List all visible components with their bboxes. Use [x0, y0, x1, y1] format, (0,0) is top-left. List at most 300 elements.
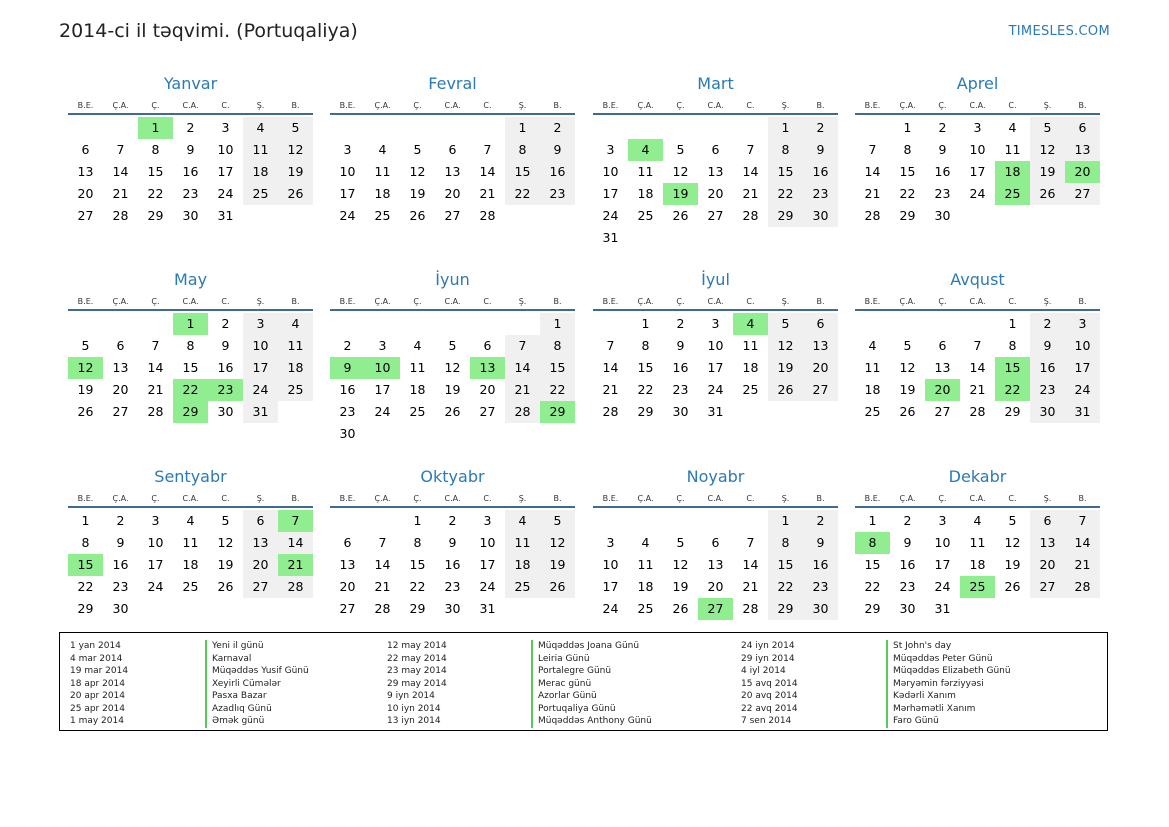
day-cell: 26: [672, 601, 689, 616]
weekday-label: Ş.: [256, 101, 265, 110]
weekday-header: [593, 492, 838, 508]
day-cell: 24: [374, 404, 391, 419]
day-cell: 29: [768, 205, 803, 227]
day-cell: 15: [409, 557, 426, 572]
holiday-name-column: [531, 640, 652, 728]
day-cell: 24: [602, 208, 619, 223]
holiday-day-cell: 25: [960, 576, 995, 598]
empty-cell: [960, 313, 995, 335]
day-cell: 18: [637, 579, 654, 594]
weekday-label: B.: [291, 494, 300, 503]
day-cell: 22: [768, 183, 803, 205]
day-cell: 9: [116, 535, 125, 550]
day-cell: 12: [672, 164, 689, 179]
weekday-label: Ç.: [676, 494, 685, 503]
month-6: [330, 271, 575, 445]
day-cell: 5: [1008, 513, 1017, 528]
weekday-label: C.A.: [707, 494, 724, 503]
holiday-date: 19 mar 2014: [70, 666, 129, 676]
day-cell: 12: [1004, 535, 1021, 550]
holiday-day-cell: 18: [995, 161, 1030, 183]
day-cell: 23: [182, 186, 199, 201]
day-cell: 16: [444, 557, 461, 572]
holiday-date: 24 iyn 2014: [741, 641, 795, 651]
day-cell: 18: [864, 382, 881, 397]
day-cell: 27: [803, 379, 838, 401]
day-cell: 7: [606, 338, 615, 353]
day-cell: 1: [81, 513, 90, 528]
holiday-date: 13 iyn 2014: [387, 716, 441, 726]
day-grid: [68, 117, 313, 227]
holiday-day-cell: 20: [925, 379, 960, 401]
day-cell: 11: [505, 532, 540, 554]
holiday-date: 9 iyn 2014: [387, 691, 435, 701]
empty-cell: [733, 510, 768, 532]
day-cell: 25: [374, 208, 391, 223]
day-cell: 2: [1030, 313, 1065, 335]
day-cell: 21: [374, 579, 391, 594]
month-name: Dekabr: [948, 467, 1007, 486]
day-cell: 17: [934, 557, 951, 572]
day-cell: 16: [803, 554, 838, 576]
month-10: [330, 468, 575, 620]
day-cell: 30: [339, 426, 356, 441]
day-cell: 10: [339, 164, 356, 179]
weekday-label: C.A.: [182, 494, 199, 503]
day-cell: 25: [182, 579, 199, 594]
weekday-label: Ş.: [518, 297, 527, 306]
holiday-name: Portalegre Günü: [531, 665, 652, 678]
day-cell: 11: [637, 557, 654, 572]
day-grid: [68, 510, 313, 620]
day-cell: 21: [112, 186, 129, 201]
day-cell: 31: [243, 401, 278, 423]
weekday-label: B.E.: [339, 101, 356, 110]
weekday-label: B.E.: [864, 494, 881, 503]
holiday-date: 15 avq 2014: [741, 678, 798, 689]
holiday-day-cell: 4: [628, 139, 663, 161]
holiday-name-column: [205, 640, 309, 728]
empty-cell: [698, 510, 733, 532]
weekday-label: Ç.A.: [637, 101, 654, 110]
day-cell: 7: [483, 142, 492, 157]
weekday-label: Ç.A.: [112, 101, 129, 110]
day-cell: 2: [903, 513, 912, 528]
day-cell: 24: [243, 379, 278, 401]
weekday-label: B.E.: [77, 101, 94, 110]
day-cell: 18: [374, 186, 391, 201]
day-cell: 16: [934, 164, 951, 179]
weekday-header: [330, 99, 575, 115]
day-cell: 9: [803, 139, 838, 161]
day-cell: 2: [540, 117, 575, 139]
day-cell: 12: [768, 335, 803, 357]
weekday-label: B.: [816, 297, 825, 306]
day-cell: 6: [1065, 117, 1100, 139]
holiday-name-column: [886, 640, 1011, 728]
day-cell: 9: [186, 142, 195, 157]
day-cell: 25: [637, 601, 654, 616]
day-cell: 6: [803, 313, 838, 335]
weekday-label: Ş.: [1043, 297, 1052, 306]
weekday-label: C.: [221, 494, 230, 503]
day-cell: 30: [934, 208, 951, 223]
day-cell: 14: [1065, 532, 1100, 554]
day-cell: 29: [77, 601, 94, 616]
day-cell: 22: [77, 579, 94, 594]
day-cell: 5: [676, 535, 685, 550]
weekday-label: Ç.: [938, 101, 947, 110]
empty-cell: [628, 117, 663, 139]
day-cell: 15: [540, 357, 575, 379]
holiday-date: 20 avq 2014: [741, 691, 798, 701]
brand-link[interactable]: TIMESLES.COM: [1008, 24, 1110, 39]
day-cell: 4: [973, 513, 982, 528]
month-name: Fevral: [428, 74, 477, 93]
weekday-label: C.A.: [444, 494, 461, 503]
day-cell: 11: [1004, 142, 1021, 157]
holiday-date: 22 may 2014: [387, 653, 447, 664]
day-cell: 15: [147, 164, 164, 179]
month-9: [68, 468, 313, 620]
day-cell: 11: [243, 139, 278, 161]
day-cell: 20: [243, 554, 278, 576]
weekday-label: C.: [483, 494, 492, 503]
day-cell: 23: [934, 186, 951, 201]
empty-cell: [435, 117, 470, 139]
day-cell: 5: [413, 142, 422, 157]
empty-cell: [925, 313, 960, 335]
day-cell: 28: [479, 208, 496, 223]
day-cell: 5: [278, 117, 313, 139]
empty-cell: [68, 117, 103, 139]
weekday-header: [855, 492, 1100, 508]
weekday-label: Ş.: [781, 297, 790, 306]
weekday-label: Ç.A.: [637, 297, 654, 306]
day-cell: 12: [1030, 139, 1065, 161]
day-cell: 15: [899, 164, 916, 179]
day-cell: 11: [374, 164, 391, 179]
day-cell: 19: [444, 382, 461, 397]
day-cell: 30: [182, 208, 199, 223]
holiday-day-cell: 23: [208, 379, 243, 401]
weekday-label: Ç.A.: [374, 297, 391, 306]
weekday-label: C.: [483, 101, 492, 110]
empty-cell: [628, 510, 663, 532]
day-cell: 21: [1065, 554, 1100, 576]
day-cell: 21: [969, 382, 986, 397]
day-cell: 28: [112, 208, 129, 223]
day-grid: [330, 510, 575, 620]
holiday-name: Yeni il günü: [205, 640, 309, 653]
day-cell: 14: [742, 164, 759, 179]
day-cell: 24: [1065, 379, 1100, 401]
day-cell: 24: [934, 579, 951, 594]
day-cell: 8: [1008, 338, 1017, 353]
holiday-name: Karnaval: [205, 653, 309, 666]
day-cell: 1: [540, 313, 575, 335]
day-cell: 5: [221, 513, 230, 528]
day-cell: 8: [81, 535, 90, 550]
day-cell: 11: [864, 360, 881, 375]
day-cell: 24: [479, 579, 496, 594]
day-cell: 22: [768, 576, 803, 598]
day-cell: 16: [540, 161, 575, 183]
day-cell: 31: [217, 208, 234, 223]
weekday-label: B.: [1078, 297, 1087, 306]
weekday-label: Ç.: [151, 494, 160, 503]
weekday-label: B.: [816, 101, 825, 110]
day-cell: 13: [934, 360, 951, 375]
day-cell: 15: [864, 557, 881, 572]
day-cell: 17: [243, 357, 278, 379]
day-cell: 10: [934, 535, 951, 550]
day-cell: 27: [77, 208, 94, 223]
holiday-name: Azorlar Günü: [531, 690, 652, 703]
weekday-label: C.A.: [969, 297, 986, 306]
holiday-date: 10 iyn 2014: [387, 703, 441, 714]
weekday-label: C.A.: [182, 101, 199, 110]
day-cell: 12: [444, 360, 461, 375]
day-cell: 21: [742, 579, 759, 594]
day-cell: 25: [278, 379, 313, 401]
empty-cell: [330, 117, 365, 139]
day-cell: 29: [899, 208, 916, 223]
holiday-day-cell: 12: [68, 357, 103, 379]
weekday-label: B.: [291, 297, 300, 306]
day-cell: 3: [483, 513, 492, 528]
empty-cell: [505, 313, 540, 335]
day-cell: 30: [672, 404, 689, 419]
day-cell: 24: [339, 208, 356, 223]
day-cell: 1: [903, 120, 912, 135]
weekday-label: Ç.A.: [899, 297, 916, 306]
holiday-name: Əmək günü: [205, 715, 309, 728]
day-cell: 17: [707, 360, 724, 375]
day-cell: 29: [1004, 404, 1021, 419]
holiday-name: Mərhəmətli Xanım: [886, 703, 1011, 716]
day-cell: 15: [505, 161, 540, 183]
day-cell: 10: [243, 335, 278, 357]
day-cell: 14: [505, 357, 540, 379]
day-cell: 6: [938, 338, 947, 353]
weekday-label: Ç.: [676, 297, 685, 306]
weekday-label: B.E.: [77, 494, 94, 503]
day-cell: 1: [768, 510, 803, 532]
day-cell: 30: [444, 601, 461, 616]
empty-cell: [365, 510, 400, 532]
day-cell: 18: [278, 357, 313, 379]
day-cell: 5: [448, 338, 457, 353]
holiday-date: 18 apr 2014: [70, 678, 126, 689]
month-name: May: [173, 270, 208, 289]
month-name: Sentyabr: [154, 467, 227, 486]
day-cell: 20: [803, 357, 838, 379]
day-cell: 28: [147, 404, 164, 419]
weekday-label: B.E.: [339, 297, 356, 306]
day-cell: 29: [147, 208, 164, 223]
empty-cell: [663, 117, 698, 139]
holiday-day-cell: 29: [540, 401, 575, 423]
day-cell: 1: [868, 513, 877, 528]
holiday-name: Pasxa Bazar: [205, 690, 309, 703]
day-cell: 7: [868, 142, 877, 157]
day-cell: 31: [602, 230, 619, 245]
day-cell: 7: [746, 142, 755, 157]
day-cell: 12: [409, 164, 426, 179]
holiday-day-cell: 15: [68, 554, 103, 576]
month-2: [330, 75, 575, 227]
day-cell: 28: [374, 601, 391, 616]
day-cell: 24: [969, 186, 986, 201]
day-cell: 29: [637, 404, 654, 419]
holiday-day-cell: 20: [1065, 161, 1100, 183]
day-cell: 14: [278, 532, 313, 554]
day-cell: 18: [969, 557, 986, 572]
day-cell: 30: [217, 404, 234, 419]
day-cell: 3: [973, 120, 982, 135]
day-cell: 13: [444, 164, 461, 179]
day-cell: 16: [899, 557, 916, 572]
holiday-name: Faro Günü: [886, 715, 1011, 728]
day-cell: 13: [707, 164, 724, 179]
weekday-label: C.A.: [707, 297, 724, 306]
day-grid: [593, 510, 838, 620]
day-cell: 22: [864, 579, 881, 594]
day-cell: 7: [973, 338, 982, 353]
holiday-name: Müqəddəs Elizabeth Günü: [886, 665, 1011, 678]
weekday-label: C.A.: [444, 101, 461, 110]
day-cell: 31: [1065, 401, 1100, 423]
month-name: İyul: [701, 270, 730, 289]
holiday-date: 4 mar 2014: [70, 653, 123, 664]
day-cell: 7: [151, 338, 160, 353]
day-cell: 23: [803, 576, 838, 598]
day-cell: 2: [803, 117, 838, 139]
day-cell: 14: [602, 360, 619, 375]
weekday-label: B.E.: [77, 297, 94, 306]
day-cell: 19: [1030, 161, 1065, 183]
day-cell: 6: [711, 535, 720, 550]
holiday-name: Leiria Günü: [531, 653, 652, 666]
day-cell: 14: [742, 557, 759, 572]
day-cell: 19: [899, 382, 916, 397]
day-cell: 24: [217, 186, 234, 201]
day-cell: 15: [768, 161, 803, 183]
empty-cell: [103, 313, 138, 335]
day-cell: 26: [540, 576, 575, 598]
day-cell: 16: [803, 161, 838, 183]
holiday-name: Müqəddəs Joana Günü: [531, 640, 652, 653]
weekday-label: B.E.: [602, 494, 619, 503]
day-cell: 4: [186, 513, 195, 528]
month-name: Avqust: [950, 270, 1005, 289]
day-cell: 7: [1065, 510, 1100, 532]
month-name: İyun: [435, 270, 470, 289]
weekday-label: B.: [816, 494, 825, 503]
day-cell: 20: [707, 186, 724, 201]
weekday-label: B.: [553, 101, 562, 110]
day-cell: 4: [641, 535, 650, 550]
day-cell: 2: [938, 120, 947, 135]
day-grid: [330, 313, 575, 445]
day-cell: 18: [243, 161, 278, 183]
day-cell: 18: [637, 186, 654, 201]
empty-cell: [855, 117, 890, 139]
day-cell: 17: [479, 557, 496, 572]
weekday-header: [593, 295, 838, 311]
empty-cell: [330, 313, 365, 335]
month-12: [855, 468, 1100, 620]
day-cell: 28: [278, 576, 313, 598]
day-cell: 20: [77, 186, 94, 201]
day-cell: 13: [77, 164, 94, 179]
day-cell: 30: [803, 205, 838, 227]
day-grid: [68, 313, 313, 423]
day-cell: 6: [343, 535, 352, 550]
holiday-name: Müqəddəs Anthony Günü: [531, 715, 652, 728]
holiday-day-cell: 1: [138, 117, 173, 139]
empty-cell: [365, 117, 400, 139]
day-cell: 11: [637, 164, 654, 179]
day-cell: 27: [339, 601, 356, 616]
day-cell: 7: [505, 335, 540, 357]
holiday-date: 23 may 2014: [387, 666, 447, 676]
holiday-day-cell: 1: [173, 313, 208, 335]
holiday-date: 1 yan 2014: [70, 641, 121, 651]
empty-cell: [435, 313, 470, 335]
empty-cell: [400, 313, 435, 335]
holiday-day-cell: 7: [278, 510, 313, 532]
holiday-date: 7 sen 2014: [741, 716, 792, 726]
weekday-label: Ç.: [413, 494, 422, 503]
weekday-label: C.: [483, 297, 492, 306]
holiday-date: 20 apr 2014: [70, 691, 126, 701]
empty-cell: [103, 117, 138, 139]
day-cell: 14: [969, 360, 986, 375]
day-cell: 3: [378, 338, 387, 353]
holiday-day-cell: 21: [278, 554, 313, 576]
day-cell: 8: [505, 139, 540, 161]
day-cell: 13: [243, 532, 278, 554]
month-1: [68, 75, 313, 227]
day-cell: 29: [768, 598, 803, 620]
day-cell: 13: [112, 360, 129, 375]
day-cell: 9: [676, 338, 685, 353]
day-cell: 20: [479, 382, 496, 397]
holiday-name: St John's day: [886, 640, 1011, 653]
weekday-label: Ş.: [256, 297, 265, 306]
holiday-day-cell: 22: [995, 379, 1030, 401]
day-cell: 2: [448, 513, 457, 528]
weekday-header: [593, 99, 838, 115]
day-cell: 5: [768, 313, 803, 335]
empty-cell: [593, 313, 628, 335]
empty-cell: [855, 313, 890, 335]
day-cell: 28: [742, 208, 759, 223]
day-cell: 21: [505, 379, 540, 401]
day-cell: 26: [768, 379, 803, 401]
day-cell: 4: [505, 510, 540, 532]
day-cell: 19: [540, 554, 575, 576]
day-cell: 27: [1065, 183, 1100, 205]
day-cell: 24: [707, 382, 724, 397]
day-cell: 20: [444, 186, 461, 201]
day-cell: 6: [243, 510, 278, 532]
empty-cell: [593, 117, 628, 139]
weekday-label: C.: [221, 297, 230, 306]
day-cell: 27: [707, 208, 724, 223]
